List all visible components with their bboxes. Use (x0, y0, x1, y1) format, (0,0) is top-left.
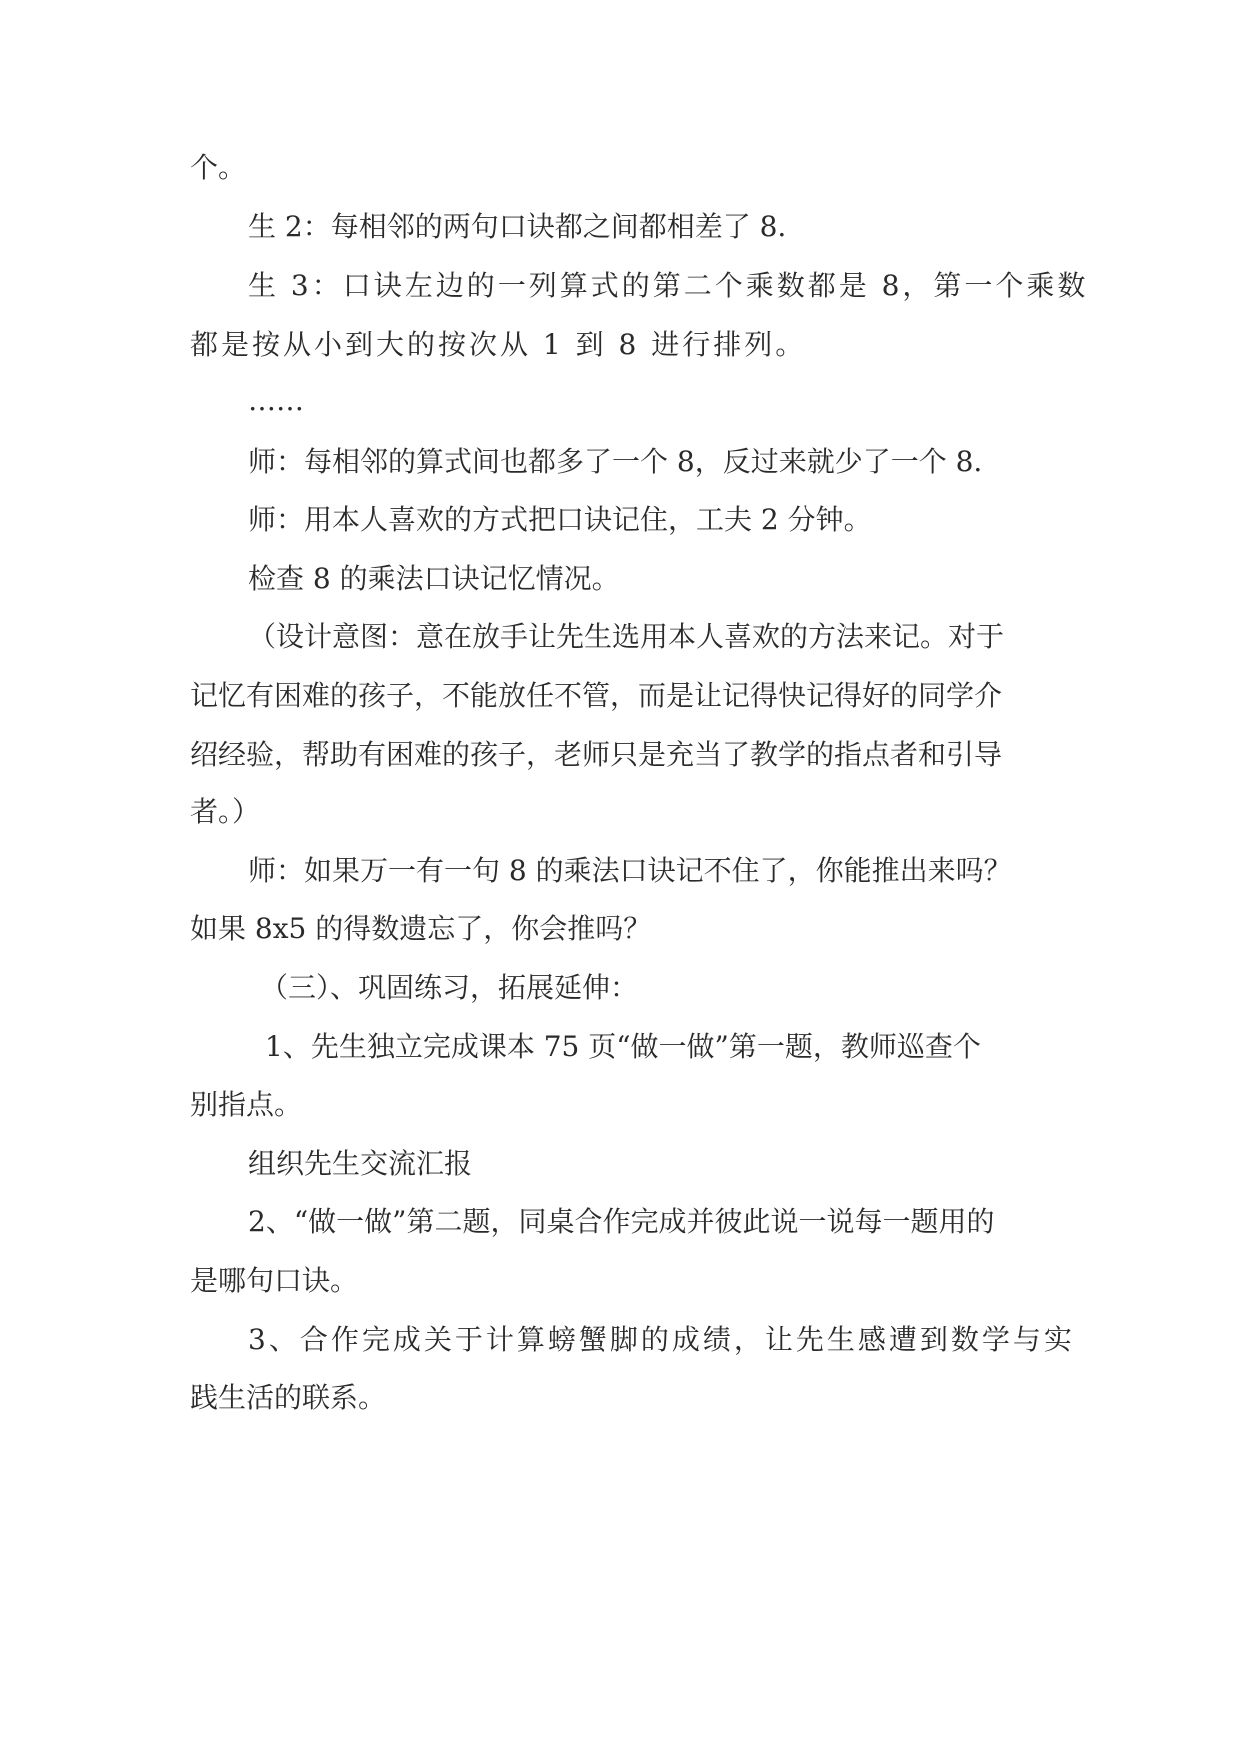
text-line-17: 别指点。 (190, 1088, 303, 1121)
text-line-6: 师：每相邻的算式间也都多了一个 8，反过来就少了一个 8. (248, 445, 983, 478)
text-line-12: 者。） (190, 795, 261, 828)
text-line-20: 是哪句口诀。 (190, 1264, 359, 1297)
text-line-16: 1、先生独立完成课本 75 页“做一做”第一题，教师巡查个 (265, 1030, 981, 1063)
text-line-2: 生 2：每相邻的两句口诀都之间都相差了 8. (248, 210, 787, 243)
text-line-13: 师：如果万一有一句 8 的乘法口诀记不住了，你能推出来吗？ (248, 854, 1012, 887)
text-line-10: 记忆有困难的孩子，不能放任不管，而是让记得快记得好的同学介 (190, 679, 1003, 712)
section-heading: （三）、巩固练习，拓展延伸： (260, 971, 639, 1004)
text-line-22: 践生活的联系。 (190, 1381, 387, 1414)
text-line-18: 组织先生交流汇报 (248, 1147, 473, 1180)
text-line-14: 如果 8x5 的得数遗忘了，你会推吗？ (190, 912, 652, 945)
text-line-4: 都是按从小到大的按次从 1 到 8 进行排列。 (190, 328, 807, 361)
text-line-11: 绍经验，帮助有困难的孩子，老师只是充当了教学的指点者和引导 (190, 738, 1003, 771)
text-line-3: 生 3：口诀左边的一列算式的第二个乘数都是 8，第一个乘数 (248, 269, 1089, 302)
text-line-1: 个。 (190, 151, 247, 184)
text-line-19: 2、“做一做”第二题，同桌合作完成并彼此说一说每一题用的 (248, 1205, 995, 1238)
text-line-8: 检查 8 的乘法口诀记忆情况。 (248, 562, 620, 595)
text-line-9: （设计意图：意在放手让先生选用本人喜欢的方法来记。对于 (248, 620, 1005, 653)
text-line-7: 师：用本人喜欢的方式把口诀记住，工夫 2 分钟。 (248, 503, 872, 536)
text-line-5-ellipsis: …… (248, 384, 304, 417)
text-line-21: 3、合作完成关于计算螃蟹脚的成绩，让先生感遭到数学与实 (248, 1323, 1075, 1356)
